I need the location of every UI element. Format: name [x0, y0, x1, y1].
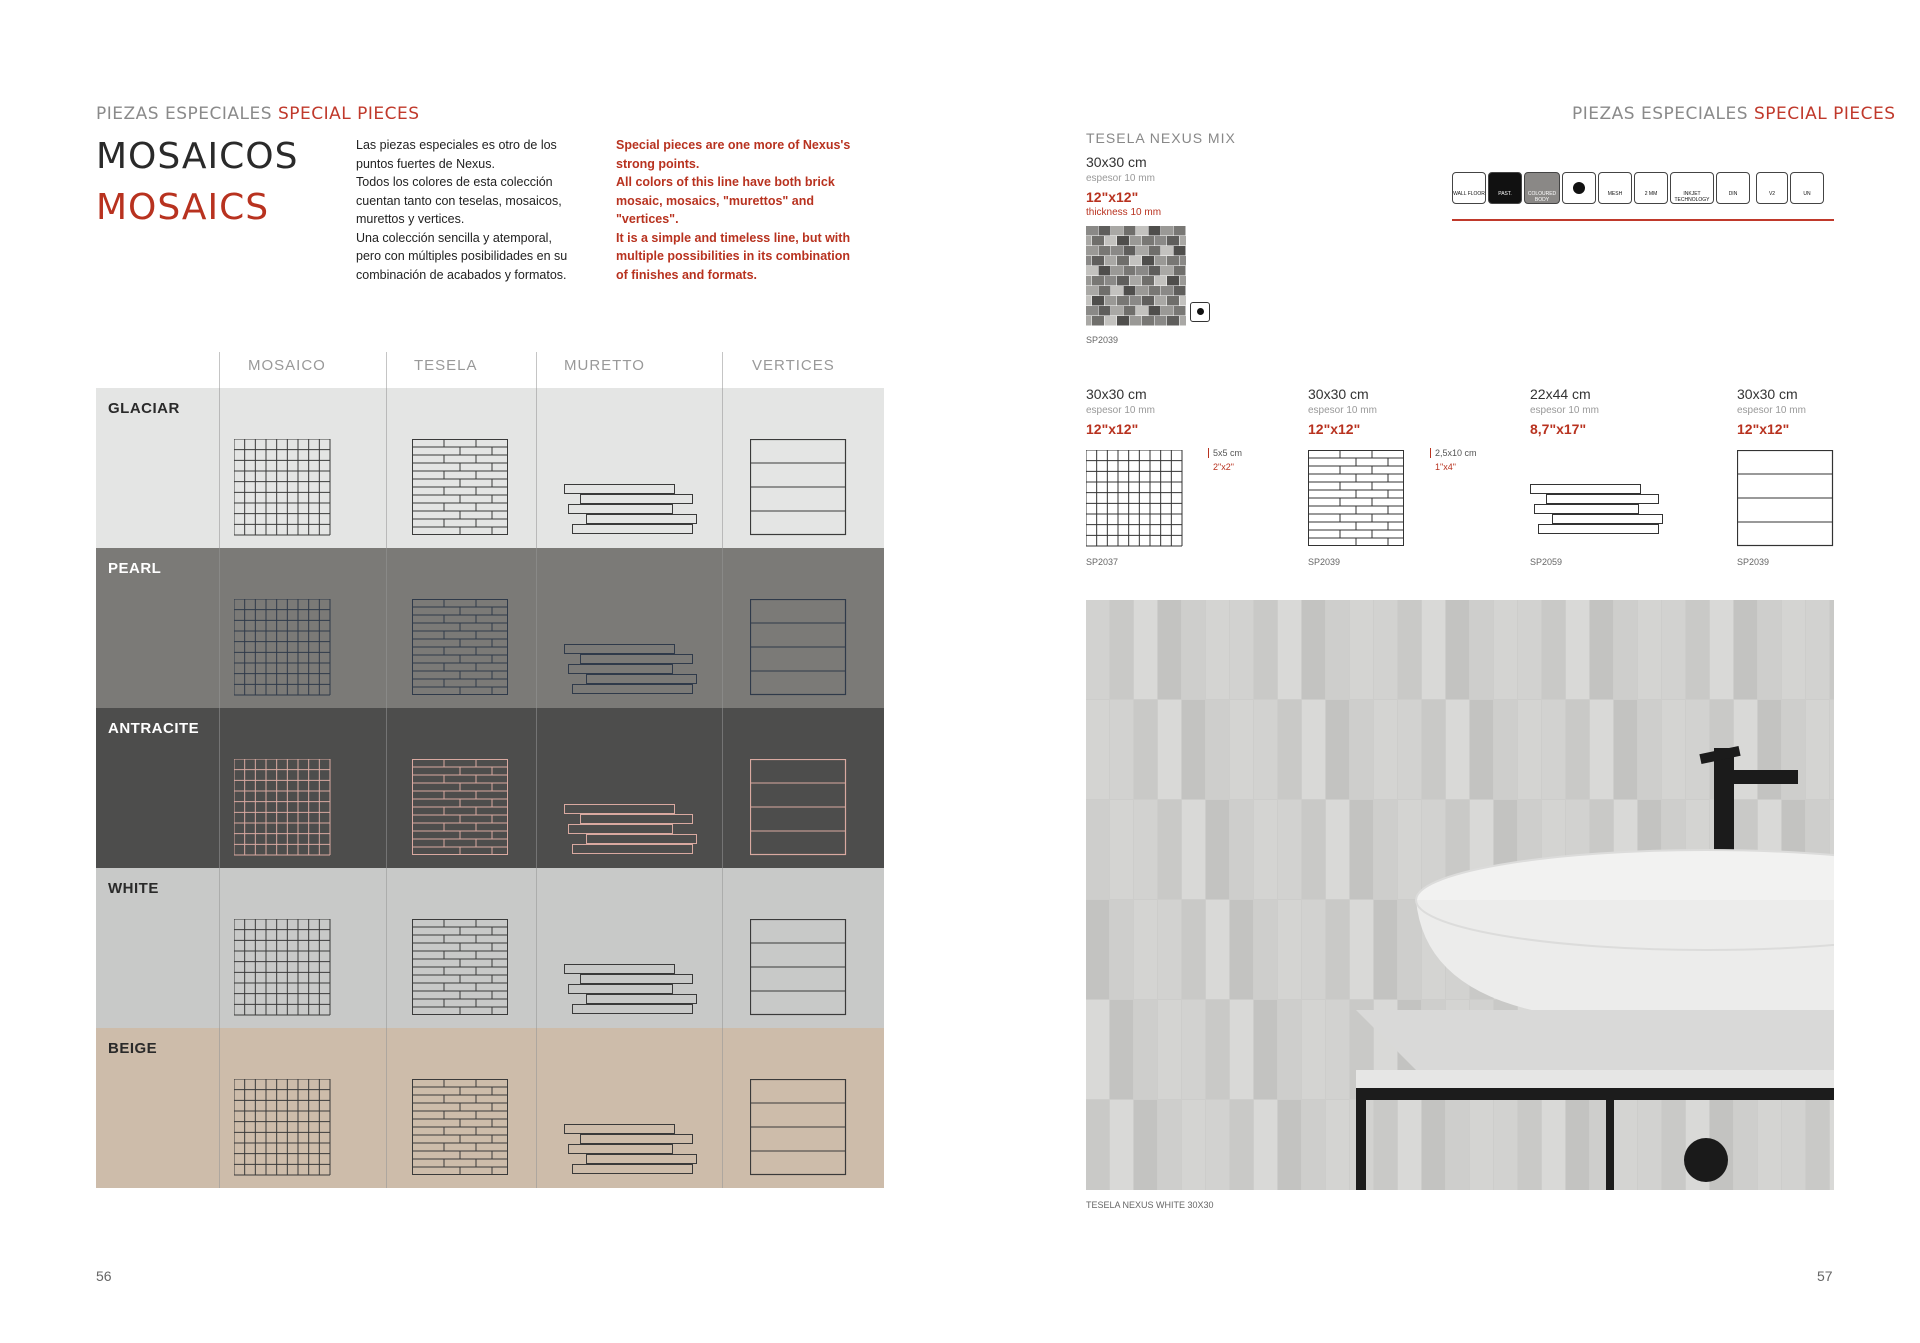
finish-icon [1190, 302, 1210, 322]
vertices-thumbnail [750, 1079, 848, 1182]
column-header-muretto: MURETTO [564, 357, 645, 374]
piece-drawing [1086, 450, 1184, 553]
tesela-thumbnail [412, 759, 510, 862]
text-line: murettos y vertices. [356, 212, 465, 226]
certification-icon: 2 MM [1634, 172, 1668, 204]
bathroom-photo [1086, 600, 1834, 1190]
muretto-thumbnail [564, 804, 714, 861]
mix-title: TESELA NEXUS MIX [1086, 130, 1236, 146]
row-label: PEARL [108, 560, 162, 577]
vertices-drawing [750, 1079, 848, 1177]
header-en: SPECIAL PIECES [1753, 104, 1896, 124]
piece-drawing [1737, 450, 1835, 553]
piece-tile-size-inch: 1"x4" [1435, 462, 1456, 472]
row-label: GLACIAR [108, 400, 180, 417]
mosaico-thumbnail [234, 599, 332, 702]
section-header-left [96, 104, 420, 124]
text-line: mosaic, mosaics, "murettos" and [616, 193, 815, 208]
vertices-drawing [750, 919, 848, 1017]
piece-code: SP2039 [1308, 557, 1341, 567]
piece-code: SP2037 [1086, 557, 1119, 567]
piece-inch: 12"x12" [1737, 421, 1790, 437]
column-divider [386, 352, 387, 1188]
column-divider [722, 352, 723, 1188]
tesela-drawing [412, 759, 510, 857]
certification-icon: WALL FLOOR [1452, 172, 1486, 204]
text-line: Todos los colores de esta colección [356, 175, 553, 189]
mix-code: SP2039 [1086, 335, 1119, 345]
piece-thickness: espesor 10 mm [1530, 405, 1599, 416]
column-header-vertices: VERTICES [752, 357, 835, 374]
text-line: strong points. [616, 156, 700, 171]
mosaico-drawing [234, 599, 332, 697]
mosaico-thumbnail [234, 1079, 332, 1182]
vertices-thumbnail [750, 759, 848, 862]
header-en: SPECIAL PIECES [277, 104, 420, 124]
intro-text-en [616, 136, 866, 284]
header-divider [1452, 219, 1834, 221]
text-line: Special pieces are one more of Nexus's [616, 138, 851, 152]
muretto-drawing [564, 1124, 714, 1176]
piece-inch: 8,7"x17" [1530, 421, 1587, 437]
photo-caption: TESELA NEXUS WHITE 30X30 [1086, 1200, 1214, 1210]
certification-icon: V2 [1756, 172, 1788, 204]
piece-size: 22x44 cm [1530, 386, 1591, 402]
piece-inch: 12"x12" [1086, 421, 1139, 437]
text-line: puntos fuertes de Nexus. [356, 156, 495, 171]
row-label: BEIGE [108, 1040, 158, 1057]
text-line: cuentan tanto con teselas, mosaicos, [356, 193, 562, 208]
certification-icon: INKJET TECHNOLOGY [1670, 172, 1714, 204]
vertices-thumbnail [750, 919, 848, 1022]
piece-thickness: espesor 10 mm [1737, 405, 1806, 416]
tesela-drawing [412, 919, 510, 1017]
page-number-left: 56 [96, 1268, 112, 1284]
text-line: of finishes and formats. [616, 267, 757, 282]
piece-tile-size-inch: 2"x2" [1213, 462, 1234, 472]
piece-size: 30x30 cm [1308, 386, 1369, 402]
mosaico-drawing [234, 1079, 332, 1177]
intro-text-es [356, 136, 586, 284]
mosaico-thumbnail [234, 439, 332, 542]
section-header-right [1572, 104, 1896, 124]
tesela-drawing [412, 1079, 510, 1177]
certification-icon: COLOURED BODY [1524, 172, 1560, 204]
column-divider [536, 352, 537, 1188]
piece-code: SP2059 [1530, 557, 1563, 567]
vertices-drawing [750, 599, 848, 697]
text-line: pero con múltiples posibilidades en su [356, 249, 568, 263]
text-line: multiple possibilities in its combination [616, 249, 851, 263]
text-line: Las piezas especiales es otro de los [356, 138, 557, 152]
tesela-drawing [412, 439, 510, 537]
muretto-thumbnail [564, 1124, 714, 1181]
muretto-drawing [564, 964, 714, 1016]
mosaico-drawing [234, 919, 332, 1017]
piece-tile-size: 2,5x10 cm [1430, 448, 1477, 458]
certification-icon: PAST. [1488, 172, 1522, 204]
vertices-thumbnail [750, 599, 848, 702]
piece-tile-size: 5x5 cm [1208, 448, 1242, 458]
title-es: MOSAICOS [96, 136, 299, 177]
tesela-drawing [412, 599, 510, 697]
muretto-thumbnail [564, 484, 714, 541]
mix-size: 30x30 cm [1086, 154, 1147, 170]
muretto-drawing [564, 644, 714, 696]
tesela-thumbnail [412, 599, 510, 702]
text-line: combinación de acabados y formatos. [356, 267, 567, 282]
vertices-drawing [750, 439, 848, 537]
text-line: Una colección sencilla y atemporal, [356, 230, 552, 245]
muretto-thumbnail [564, 644, 714, 701]
mosaico-thumbnail [234, 919, 332, 1022]
piece-size: 30x30 cm [1086, 386, 1147, 402]
mix-inch: 12"x12" [1086, 189, 1139, 205]
piece-size: 30x30 cm [1737, 386, 1798, 402]
muretto-thumbnail [564, 964, 714, 1021]
muretto-drawing [564, 484, 714, 536]
text-line: All colors of this line have both brick [616, 175, 835, 189]
mix-thickness: espesor 10 mm [1086, 173, 1155, 184]
mosaico-thumbnail [234, 759, 332, 862]
tesela-thumbnail [412, 1079, 510, 1182]
piece-thickness: espesor 10 mm [1086, 405, 1155, 416]
piece-thickness: espesor 10 mm [1308, 405, 1377, 416]
text-line: "vertices". [616, 212, 679, 226]
muretto-drawing [564, 804, 714, 856]
tesela-thumbnail [412, 919, 510, 1022]
column-divider [219, 352, 220, 1188]
mix-swatch [1086, 226, 1186, 331]
certification-icon [1562, 172, 1596, 204]
row-label: ANTRACITE [108, 720, 200, 737]
certification-icon: MESH [1598, 172, 1632, 204]
text-line: It is a simple and timeless line, but with [616, 230, 851, 245]
piece-code: SP2039 [1737, 557, 1770, 567]
column-header-mosaico: MOSAICO [248, 357, 326, 374]
title-en: MOSAICS [96, 187, 270, 228]
header-es: PIEZAS ESPECIALES [1572, 104, 1749, 124]
mosaico-drawing [234, 759, 332, 857]
piece-inch: 12"x12" [1308, 421, 1361, 437]
row-label: WHITE [108, 880, 159, 897]
certification-icon: DIN [1716, 172, 1750, 204]
tesela-thumbnail [412, 439, 510, 542]
mosaico-drawing [234, 439, 332, 537]
piece-drawing [1308, 450, 1406, 553]
mix-inch-thickness: thickness 10 mm [1086, 207, 1162, 218]
certification-icon: UN [1790, 172, 1824, 204]
vertices-drawing [750, 759, 848, 857]
vertices-thumbnail [750, 439, 848, 542]
header-es: PIEZAS ESPECIALES [96, 104, 273, 124]
piece-drawing [1530, 484, 1700, 551]
column-header-tesela: TESELA [414, 357, 478, 374]
page-number-right: 57 [1817, 1268, 1833, 1284]
